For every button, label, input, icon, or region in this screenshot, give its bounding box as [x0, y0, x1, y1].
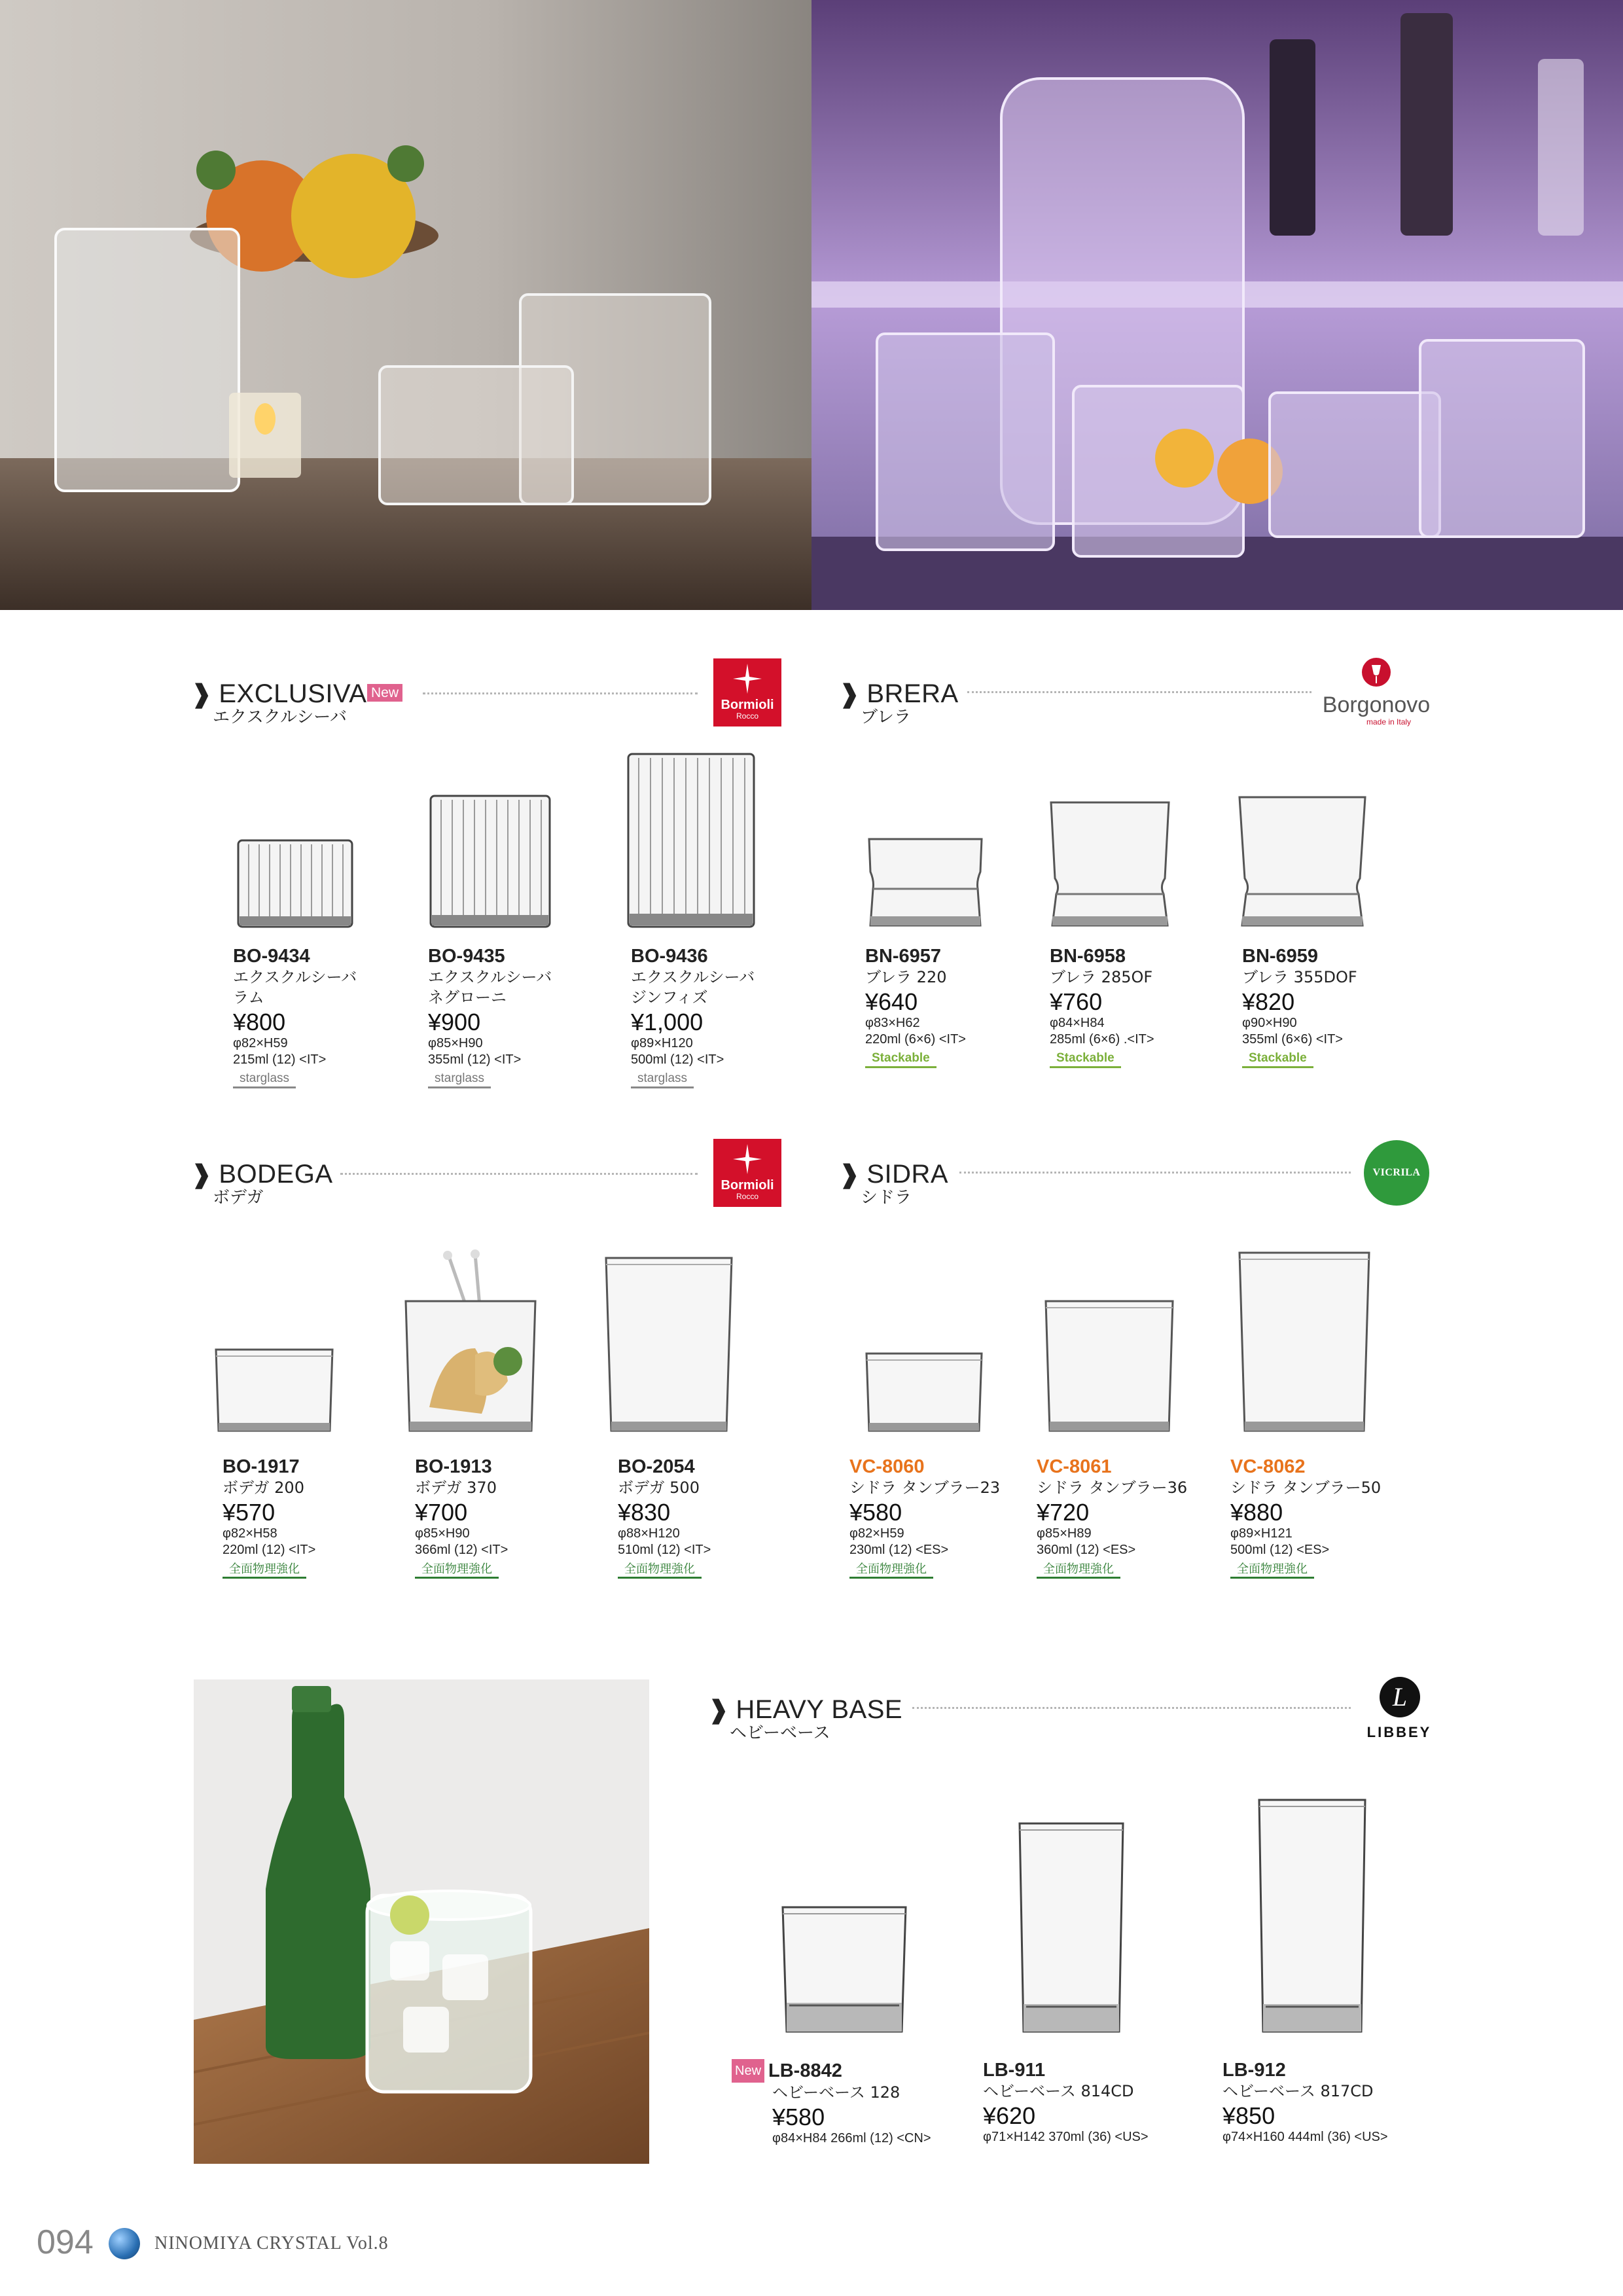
- product-dimensions: φ82×H59: [849, 1526, 904, 1541]
- product-name: エクスクルシーバ: [428, 968, 552, 986]
- product-image-vc-8061: [1043, 1299, 1175, 1435]
- product-dimensions: φ84×H84: [1050, 1016, 1105, 1030]
- product-vc-8060: [849, 1456, 1000, 1579]
- product-code: New LB-8842: [772, 2059, 931, 2083]
- product-capacity: 220ml (6×6) <IT>: [865, 1032, 966, 1047]
- product-capacity: 510ml (12) <IT>: [618, 1543, 711, 1557]
- product-capacity: 355ml (6×6) <IT>: [1242, 1032, 1343, 1047]
- product-image-bo-9434: [236, 838, 355, 929]
- product-name: ブレラ 285OF: [1050, 968, 1153, 986]
- bormioli-rocco-logo: Bormioli Rocco: [713, 658, 781, 726]
- vicrila-logo: VICRILA: [1364, 1140, 1429, 1206]
- section-divider: [912, 1707, 1351, 1709]
- product-capacity: 230ml (12) <ES>: [849, 1543, 949, 1557]
- product-bn-6957: [865, 945, 966, 1068]
- product-price: ¥580: [772, 2104, 825, 2130]
- product-bn-6958: [1050, 945, 1154, 1068]
- product-bo-9436: [631, 945, 755, 1088]
- product-bo-9435: [428, 945, 552, 1088]
- product-image-bn-6958: [1047, 800, 1173, 929]
- page-number: 094: [37, 2223, 94, 2261]
- product-dimensions: φ74×H160 444ml (36) <US>: [1222, 2130, 1388, 2144]
- product-name: エクスクルシーバ: [631, 968, 755, 986]
- product-price: ¥800: [233, 1009, 286, 1035]
- section-subtitle-sidra: シドラ: [861, 1188, 912, 1208]
- product-name: ヘビーベース 128: [772, 2083, 901, 2102]
- product-image-bo-9436: [626, 751, 757, 929]
- product-name-sub: ネグローニ: [428, 988, 507, 1007]
- tempered-glass-tag: 全面物理強化: [415, 1561, 499, 1579]
- globe-icon: [109, 2228, 140, 2259]
- product-image-lb-8842: [780, 1905, 908, 2036]
- section-divider: [959, 1172, 1351, 1174]
- product-image-lb-911: [1017, 1821, 1126, 2036]
- product-capacity: 285ml (6×6) .<IT>: [1050, 1032, 1154, 1047]
- product-dimensions: φ85×H90: [415, 1526, 470, 1541]
- tempered-glass-tag: 全面物理強化: [1230, 1561, 1314, 1579]
- product-code: BN-6959: [1242, 946, 1319, 967]
- product-bo-1917: [223, 1456, 315, 1579]
- product-code: LB-911: [983, 2060, 1046, 2081]
- product-lb-8842: [735, 2059, 931, 2147]
- product-bn-6959: [1242, 945, 1357, 1068]
- product-capacity: 220ml (12) <IT>: [223, 1543, 316, 1557]
- product-dimensions: φ85×H89: [1037, 1526, 1092, 1541]
- section-divider: [967, 691, 1311, 693]
- section-title-exclusiva: ❱ EXCLUSIVA: [191, 679, 367, 708]
- product-dimensions: φ89×H120: [631, 1036, 693, 1050]
- photo-perrier-highball: [194, 1679, 649, 2164]
- product-name: シドラ タンブラー50: [1230, 1479, 1382, 1497]
- tempered-glass-tag: 全面物理強化: [618, 1561, 702, 1579]
- tempered-glass-tag: 全面物理強化: [223, 1561, 306, 1579]
- product-price: ¥570: [223, 1499, 276, 1526]
- chevron-right-icon: ❱: [839, 681, 861, 708]
- product-image-bn-6959: [1237, 795, 1368, 929]
- product-price: ¥580: [849, 1499, 902, 1526]
- chevron-right-icon: ❱: [839, 1161, 861, 1189]
- stackable-tag: Stackable: [1242, 1050, 1313, 1068]
- product-price: ¥720: [1037, 1499, 1090, 1526]
- product-code: BO-1917: [223, 1456, 300, 1477]
- product-image-bn-6957: [865, 836, 986, 929]
- stackable-tag: Stackable: [865, 1050, 936, 1068]
- stackable-tag: Stackable: [1050, 1050, 1121, 1068]
- product-capacity: 366ml (12) <IT>: [415, 1543, 508, 1557]
- product-price: ¥830: [618, 1499, 671, 1526]
- product-bo-1913: [415, 1456, 508, 1579]
- chevron-right-icon: ❱: [191, 1161, 213, 1189]
- tempered-glass-tag: 全面物理強化: [1037, 1561, 1120, 1579]
- section-divider: [340, 1173, 698, 1175]
- section-subtitle-exclusiva: エクスクルシーバ: [213, 708, 348, 727]
- chevron-right-icon: ❱: [708, 1696, 730, 1724]
- section-subtitle-brera: ブレラ: [861, 708, 911, 727]
- product-price: ¥760: [1050, 988, 1103, 1015]
- section-title-brera: ❱ BRERA: [839, 679, 959, 708]
- hero-photo-brera-bar: [812, 0, 1623, 610]
- product-name: ヘビーベース 817CD: [1222, 2082, 1374, 2100]
- product-lb-911: [983, 2059, 1149, 2145]
- product-name: ヘビーベース 814CD: [983, 2082, 1134, 2100]
- product-price: ¥820: [1242, 988, 1295, 1015]
- product-name: ボデガ 200: [223, 1479, 304, 1497]
- section-subtitle-heavy-base: ヘビーベース: [730, 1723, 830, 1743]
- product-image-bo-1917: [213, 1347, 335, 1435]
- product-code: BO-1913: [415, 1456, 492, 1477]
- section-subtitle-bodega: ボデガ: [213, 1188, 264, 1208]
- product-price: ¥700: [415, 1499, 468, 1526]
- libbey-logo: L LIBBEY: [1360, 1677, 1438, 1742]
- product-bo-2054: [618, 1456, 711, 1579]
- product-image-bo-2054: [603, 1255, 734, 1435]
- product-capacity: 355ml (12) <IT>: [428, 1052, 522, 1067]
- product-code: BO-9435: [428, 946, 505, 967]
- catalog-name: NINOMIYA CRYSTAL Vol.8: [154, 2233, 389, 2253]
- product-name: シドラ タンブラー23: [849, 1479, 1001, 1497]
- product-image-lb-912: [1257, 1797, 1368, 2036]
- starglass-tag: starglass: [233, 1071, 296, 1088]
- hero-photo-exclusiva-glasses: [0, 0, 812, 610]
- product-capacity: 215ml (12) <IT>: [233, 1052, 327, 1067]
- starglass-tag: starglass: [428, 1071, 491, 1088]
- product-dimensions: φ82×H59: [233, 1036, 288, 1050]
- bormioli-rocco-logo: Bormioli Rocco: [713, 1139, 781, 1207]
- product-price: ¥640: [865, 988, 918, 1015]
- product-code: LB-912: [1222, 2060, 1286, 2081]
- product-name: ブレラ 355DOF: [1242, 968, 1357, 986]
- product-dimensions: φ84×H84 266ml (12) <CN>: [772, 2131, 931, 2145]
- starglass-tag: starglass: [631, 1071, 694, 1088]
- product-bo-9434: [233, 945, 357, 1088]
- product-code: BO-9436: [631, 946, 708, 967]
- product-dimensions: φ90×H90: [1242, 1016, 1297, 1030]
- product-dimensions: φ83×H62: [865, 1016, 920, 1030]
- new-badge: New: [732, 2059, 764, 2083]
- product-price: ¥1,000: [631, 1009, 704, 1035]
- product-code: BN-6957: [865, 946, 942, 967]
- new-badge: New: [367, 684, 402, 702]
- product-name: ボデガ 500: [618, 1479, 700, 1497]
- product-capacity: 500ml (12) <IT>: [631, 1052, 724, 1067]
- product-name: ボデガ 370: [415, 1479, 497, 1497]
- chevron-right-icon: ❱: [191, 681, 213, 708]
- product-capacity: 360ml (12) <ES>: [1037, 1543, 1136, 1557]
- section-divider: [423, 692, 698, 694]
- product-image-bo-1913: [403, 1250, 538, 1435]
- section-title-heavy-base: ❱ HEAVY BASE: [708, 1695, 903, 1724]
- product-vc-8061: [1037, 1456, 1187, 1579]
- product-name: エクスクルシーバ: [233, 968, 357, 986]
- product-dimensions: φ71×H142 370ml (36) <US>: [983, 2130, 1149, 2144]
- product-price: ¥850: [1222, 2102, 1275, 2129]
- product-price: ¥620: [983, 2102, 1036, 2129]
- product-code: VC-8062: [1230, 1456, 1306, 1477]
- product-price: ¥900: [428, 1009, 481, 1035]
- product-dimensions: φ88×H120: [618, 1526, 680, 1541]
- product-capacity: 500ml (12) <ES>: [1230, 1543, 1330, 1557]
- product-code: BO-9434: [233, 946, 310, 967]
- section-title-sidra: ❱ SIDRA: [839, 1160, 949, 1189]
- product-name: シドラ タンブラー36: [1037, 1479, 1188, 1497]
- product-name: ブレラ 220: [865, 968, 947, 986]
- product-image-vc-8060: [864, 1351, 984, 1435]
- product-vc-8062: [1230, 1456, 1381, 1579]
- product-lb-912: [1222, 2059, 1388, 2145]
- product-dimensions: φ89×H121: [1230, 1526, 1293, 1541]
- product-image-bo-9435: [428, 793, 552, 929]
- product-code: VC-8061: [1037, 1456, 1112, 1477]
- product-code: VC-8060: [849, 1456, 925, 1477]
- product-code: BO-2054: [618, 1456, 695, 1477]
- product-code: BN-6958: [1050, 946, 1126, 967]
- product-name-sub: ラム: [233, 988, 264, 1007]
- product-image-vc-8062: [1237, 1250, 1372, 1435]
- product-dimensions: φ82×H58: [223, 1526, 277, 1541]
- borgonovo-logo: Borgonovo made in Italy: [1321, 657, 1432, 729]
- product-dimensions: φ85×H90: [428, 1036, 483, 1050]
- tempered-glass-tag: 全面物理強化: [849, 1561, 933, 1579]
- section-title-bodega: ❱ BODEGA: [191, 1160, 333, 1189]
- product-name-sub: ジンフィズ: [631, 988, 708, 1007]
- product-price: ¥880: [1230, 1499, 1283, 1526]
